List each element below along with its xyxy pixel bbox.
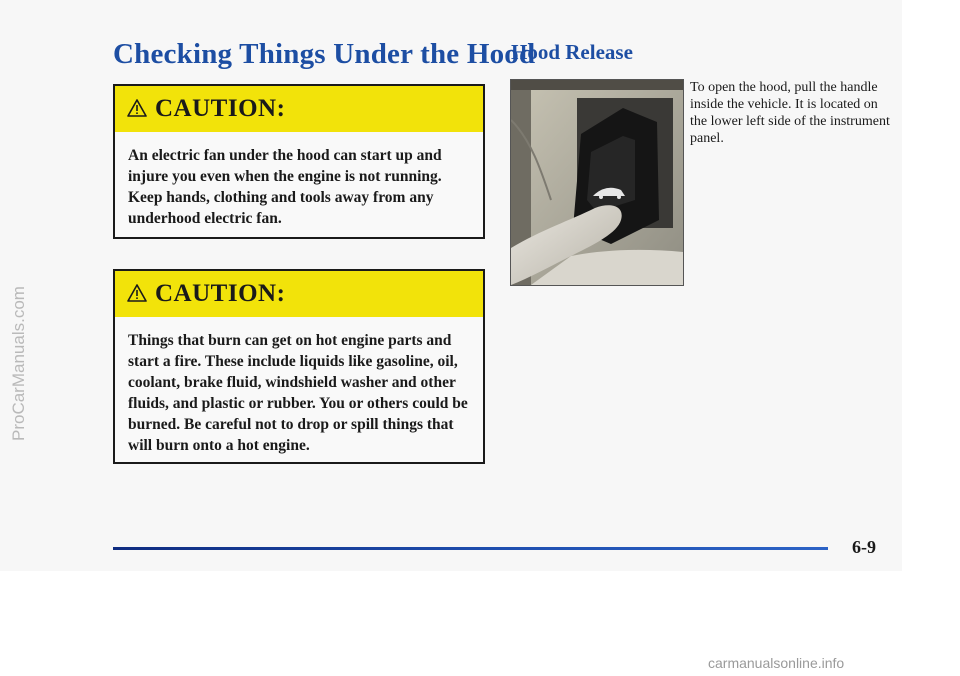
page-number: 6-9 bbox=[852, 537, 876, 557]
hood-release-description: To open the hood, pull the handle inside the vehicle. It is located on the lower left side of the instrument panel. bbox=[690, 80, 890, 146]
warning-triangle-icon bbox=[127, 99, 147, 117]
caution-header bbox=[115, 271, 483, 317]
footer-rule bbox=[113, 547, 828, 550]
section-title: Checking Things Under the Hood bbox=[113, 38, 536, 70]
caution-box-fan bbox=[113, 84, 485, 239]
footer-site-text: carmanualsonline.info bbox=[708, 655, 845, 671]
caution-text: Things that burn can get on hot engine parts and start a fire. These include liquids like gasoline, oil, coolant, brake fluid, windshield washer and other fluids, and plastic or rubber. You or others could be burned. Be careful not to drop or spill things that will burn onto a hot engine. bbox=[128, 332, 468, 454]
caution-label: CAUTION: bbox=[155, 280, 286, 307]
caution-header bbox=[115, 86, 483, 132]
hood-release-title: Hood Release bbox=[511, 40, 633, 64]
caution-label: CAUTION: bbox=[155, 95, 286, 122]
caution-text: An electric fan under the hood can start up and injure you even when the engine is not running. Keep hands, clothing and tools away from any underhood electric fan. bbox=[128, 147, 442, 227]
warning-triangle-icon bbox=[127, 284, 147, 302]
hood-release-photo bbox=[510, 79, 684, 286]
caution-box-fire bbox=[113, 269, 485, 464]
watermark-text: ProCarManuals.com bbox=[9, 286, 28, 441]
